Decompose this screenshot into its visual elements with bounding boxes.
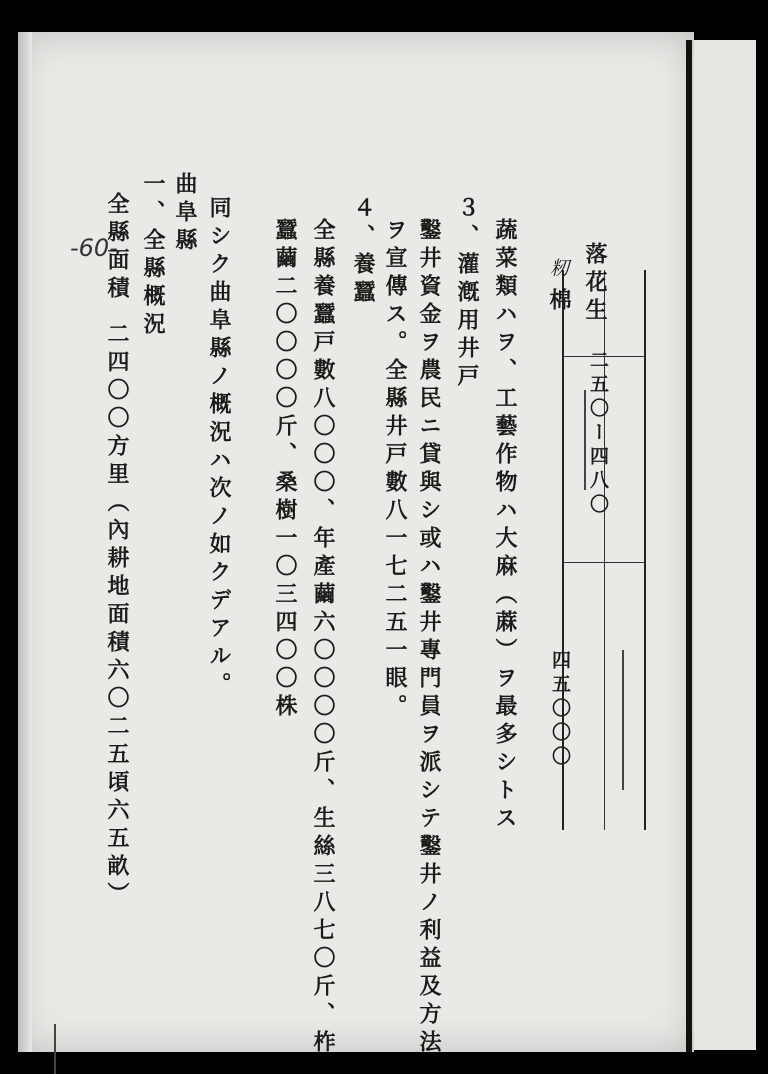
table-crop-1: 落花生 xyxy=(582,242,608,326)
next-page-edge xyxy=(694,40,756,1050)
table-divider xyxy=(564,562,644,563)
table-handwritten-note: 籾 xyxy=(547,258,569,282)
table-dash xyxy=(622,650,624,790)
table-value-1: 二五〇ー四八〇 xyxy=(587,350,609,518)
section-4-body-2: 蠶繭二〇〇〇〇斤、桑樹一〇三四〇〇株 xyxy=(272,218,298,722)
section-3-body-1: 鑿井資金ヲ農民ニ貸與シ或ハ鑿井專門員ヲ派シテ鑿井ノ利益及方法 xyxy=(416,218,442,1058)
binding-mark xyxy=(54,1024,56,1074)
section-4-body-1: 全縣養蠶戸數八〇〇〇、年產繭六〇〇〇〇斤、生絲三八七〇斤、柞 xyxy=(310,218,336,1058)
page-binding-edge xyxy=(18,32,32,1052)
text-vegetables: 蔬菜類ハヲ、工藝作物ハ大麻（蔴）ヲ最多シトス xyxy=(492,218,518,834)
area-label: 全縣面積 xyxy=(104,192,130,304)
overview-heading: 一、全縣概況 xyxy=(140,172,166,340)
qufu-intro: 同シク曲阜縣ノ概況ハ次ノ如クデアル。 xyxy=(206,196,232,700)
area-value: 二四〇〇方里（內耕地面積六〇二五頃六五畝） xyxy=(104,322,130,910)
page-number: -60- xyxy=(70,234,118,262)
table-crop-2: 棉 xyxy=(546,288,572,316)
section-3-heading: ３、灌漑用井戸 xyxy=(454,196,480,392)
county-title: 曲阜縣 xyxy=(172,172,198,256)
section-3-body-2: ヲ宣傳ス。全縣井戸數八一七二五一眼。 xyxy=(382,218,408,722)
page-gutter xyxy=(686,40,692,1052)
document-page xyxy=(18,32,694,1058)
section-4-heading: ４、養蠶 xyxy=(350,196,376,308)
table-dash xyxy=(584,390,586,490)
table-value-2: 四五〇〇〇 xyxy=(549,650,571,770)
